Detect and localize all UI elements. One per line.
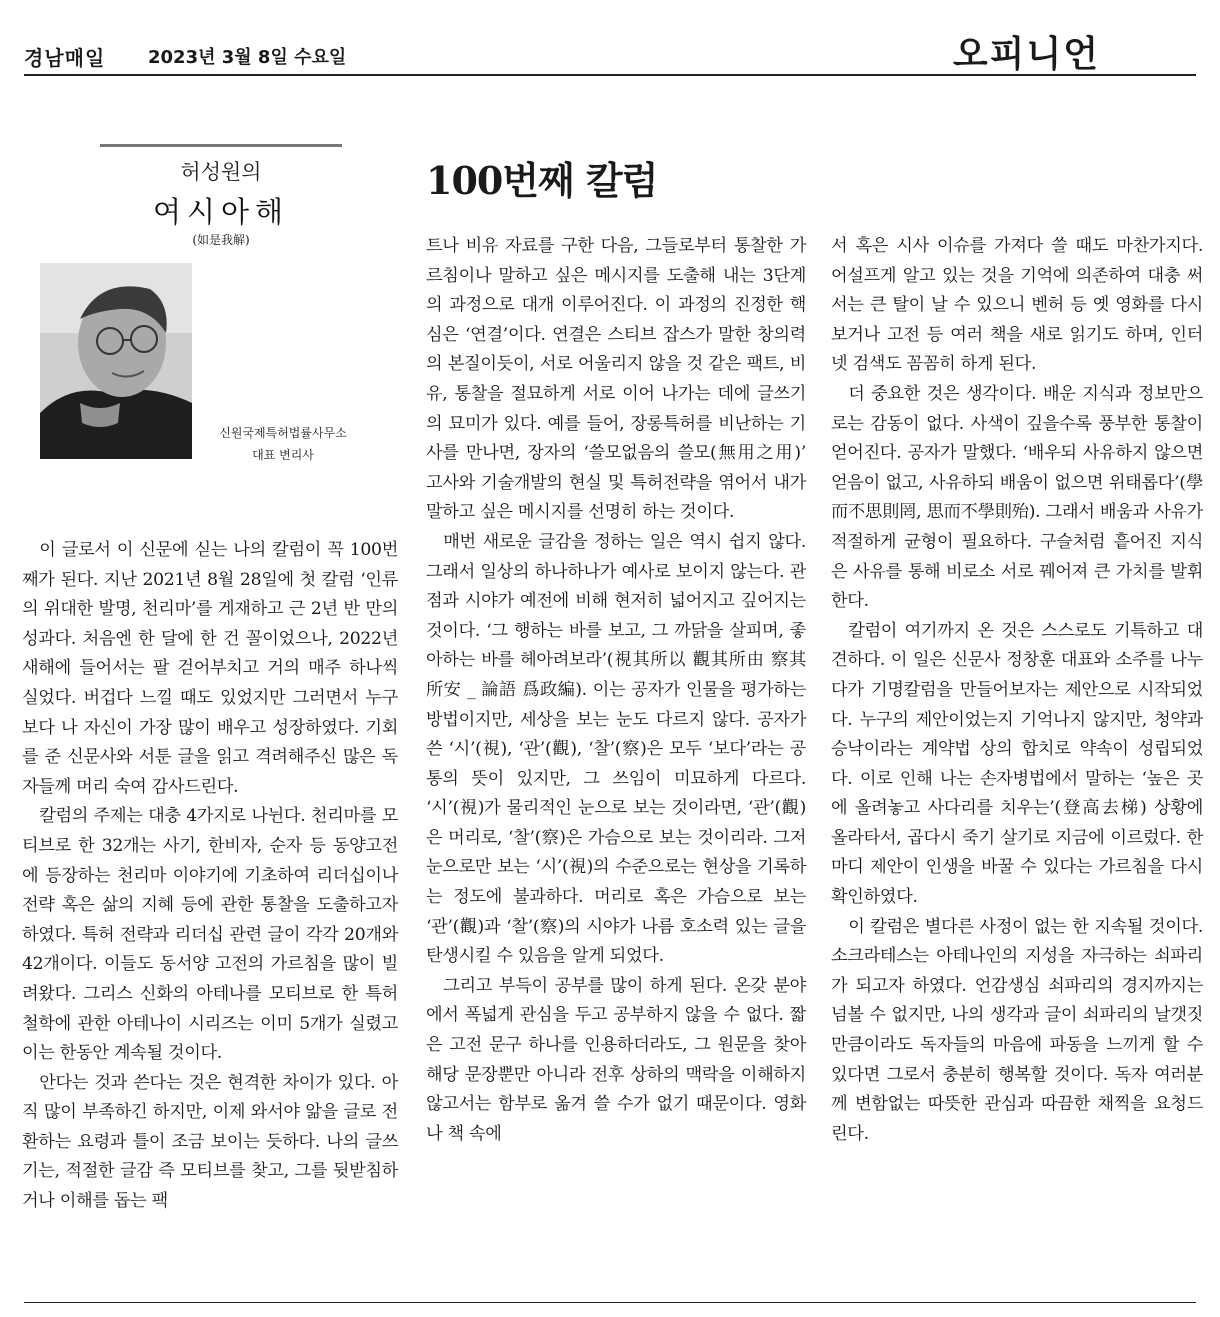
paragraph: 칼럼의 주제는 대충 4가지로 나뉜다. 천리마를 모티브로 한 32개는 사기, 한비자, 순자 등 동양고전에 등장하는 천리마 이야기에 기초하여 리더십이나 전략 혹은 삶의 지혜 등에 관한 통찰을 도출하고자 하였다. 특허 전략과 리더십 관련 글이 각각 20개와 42개이다. 이들도 동서양 고전의 가르침을 많이 빌려왔다. 그리스 신화의 아테나를 모티브로 한 특허철학에 관한 아테나이 시리즈는 이미 5개가 실렸고 이는 한동안 계속될 것이다. (22, 806, 398, 1064)
author-affiliation (198, 422, 368, 466)
paragraph: 이 글로서 이 신문에 싣는 나의 칼럼이 꼭 100번째가 된다. 지난 2021년 8월 28일에 첫 칼럼 ‘인류의 위대한 발명, 천리마’를 게재하고 근 2년 반 만의 성과다. 처음엔 한 달에 한 건 꼴이었으나, 2022년 새해에 들어서는 팔 걷어부치고 거의 매주 하나씩 실었다. 버겁다 느낄 때도 있었지만 그러면서 누구보다 나 자신이 가장 많이 배우고 성장하였다. 기회를 준 신문사와 서툰 글을 읽고 격려해주신 많은 독자들께 머리 숙여 감사드린다. (22, 540, 398, 797)
bottom-divider (24, 1302, 1196, 1303)
body-column-3 (831, 232, 1203, 1149)
author-photo (40, 263, 192, 459)
paragraph: 이 칼럼은 별다른 사정이 없는 한 지속될 것이다. 소크라테스는 아테나인의 지성을 자극하는 쇠파리가 되고자 하였다. 언감생심 쇠파리의 경지까지는 넘볼 수 없지만, 나의 생각과 글이 쇠파리의 날갯짓만큼이라도 독자들의 마음에 파동을 느끼게 할 수 있다면 그로서 충분히 행복할 것이다. 독자 여러분께 변함없는 따뜻한 관심과 따끔한 채찍을 요청드린다. (831, 916, 1203, 1144)
paragraph: 안다는 것과 쓴다는 것은 현격한 차이가 있다. 아직 많이 부족하긴 하지만, 이제 와서야 앎을 글로 전환하는 요령과 틀이 조금 보이는 듯하다. 나의 글쓰기는, 적절한 글감 즉 모티브를 찾고, 그를 뒷받침하거나 이해를 돕는 팩 (22, 1072, 398, 1212)
column-author-label: 허성원의 (180, 160, 262, 184)
newspaper-name: 경남매일 (24, 46, 106, 70)
column-series-title: 여시아해 (152, 195, 290, 229)
column-series-hanja: (如是我解) (192, 233, 250, 247)
author-portrait-illustration (40, 263, 192, 459)
paragraph: 더 중요한 것은 생각이다. 배운 지식과 정보만으로는 감동이 없다. 사색이 깊을수록 풍부한 통찰이 얻어진다. 공자가 말했다. ‘배우되 사유하지 않으면 얻음이 없고, 사유하되 배움이 없으면 위태롭다’(學而不思則罔, 思而不學則殆). 그래서 배움과 사유가 적절하게 균형이 필요하다. 구슬처럼 흩어진 지식은 사유를 통해 비로소 서로 꿰어져 큰 가치를 발휘한다. (831, 383, 1203, 612)
issue-date: 2023년 3월 8일 수요일 (148, 47, 347, 68)
paragraph: 칼럼이 여기까지 온 것은 스스로도 기특하고 대견하다. 이 일은 신문사 정창훈 대표와 소주를 나누다가 기명칼럼을 만들어보자는 제안으로 시작되었다. 누구의 제안이었는지 기억나지 않지만, 청약과 승낙이라는 계약법 상의 합치로 약속이 성립되었다. 이로 인해 나는 손자병법에서 말하는 ‘높은 곳에 올려놓고 사다리를 치우는’(登高去梯) 상황에 올라타서, 곱다시 죽기 살기로 지금에 이르렀다. 한 마디 제안이 인생을 바꿀 수 있다는 가르침을 다시 확인하였다. (831, 620, 1203, 908)
body-column-2 (426, 232, 806, 1149)
paragraph: 트나 비유 자료를 구한 다음, 그들로부터 통찰한 가르침이나 말하고 싶은 메시지를 도출해 내는 3단계의 과정으로 대개 이루어진다. 이 과정의 진정한 핵심은 ‘연결’이다. 연결은 스티브 잡스가 말한 창의력의 본질이듯이, 서로 어울리지 않을 것 같은 팩트, 비유, 통찰을 절묘하게 서로 이어 나가는 데에 글쓰기의 묘미가 있다. 예를 들어, 장롱특허를 비난하는 기사를 만나면, 장자의 ‘쓸모없음의 쓸모(無用之用)’ 고사와 기술개발의 현실 및 특허전략을 엮어서 내가 말하고 싶은 메시지를 선명히 하는 것이다. (426, 236, 806, 523)
paragraph: 그리고 부득이 공부를 많이 하게 된다. 온갖 분야에서 폭넓게 관심을 두고 공부하지 않을 수 없다. 짧은 고전 문구 하나를 인용하더라도, 그 원문을 찾아 해당 문장뿐만 아니라 전후 상하의 맥락을 이해하지 않고서는 함부로 옮겨 쓸 수가 없기 때문이다. 영화나 책 속에 (426, 975, 806, 1144)
body-column-1 (22, 536, 398, 1217)
section-title: 오피니언 (952, 34, 1100, 75)
author-firm: 신원국제특허법률사무소 (219, 426, 347, 440)
masthead (24, 34, 1196, 76)
column-series-header (100, 144, 342, 252)
paragraph: 서 혹은 시사 이슈를 가져다 쓸 때도 마찬가지다. 어설프게 알고 있는 것을 기억에 의존하여 대충 써서는 큰 탈이 날 수 있으니 벤허 등 옛 영화를 다시 보거나 고전 등 여러 책을 새로 읽기도 하며, 인터넷 검색도 꼼꼼히 하게 된다. (831, 236, 1203, 375)
author-title: 대표 변리사 (252, 448, 314, 462)
paragraph: 매번 새로운 글감을 정하는 일은 역시 쉽지 않다. 그래서 일상의 하나하나가 예사로 보이지 않는다. 관점과 시야가 예전에 비해 현저히 넓어지고 깊어지는 것이다. ‘그 행하는 바를 보고, 그 까닭을 살피며, 좋아하는 바를 헤아려보라’(視其所以 觀其所由 察其所安 _ 論語 爲政編). 이는 공자가 인물을 평가하는 방법이지만, 세상을 보는 눈도 다르지 않다. 공자가 쓴 ‘시’(視), ‘관’(觀), ‘찰’(察)은 모두 ‘보다’라는 공통의 뜻이 있지만, 그 쓰임이 미묘하게 다르다. ‘시’(視)가 물리적인 눈으로 보는 것이라면, ‘관’(觀)은 머리로, ‘찰’(察)은 가슴으로 보는 것이리라. 그저 눈으로만 보는 ‘시’(視)의 수준으로는 현상을 기록하는 정도에 불과하다. 머리로 혹은 가슴으로 보는 ‘관’(觀)과 ‘찰’(察)의 시야가 나름 호소력 있는 글을 탄생시킬 수 있음을 알게 되었다. (426, 531, 806, 967)
article-headline: 100번째 칼럼 (426, 158, 658, 203)
